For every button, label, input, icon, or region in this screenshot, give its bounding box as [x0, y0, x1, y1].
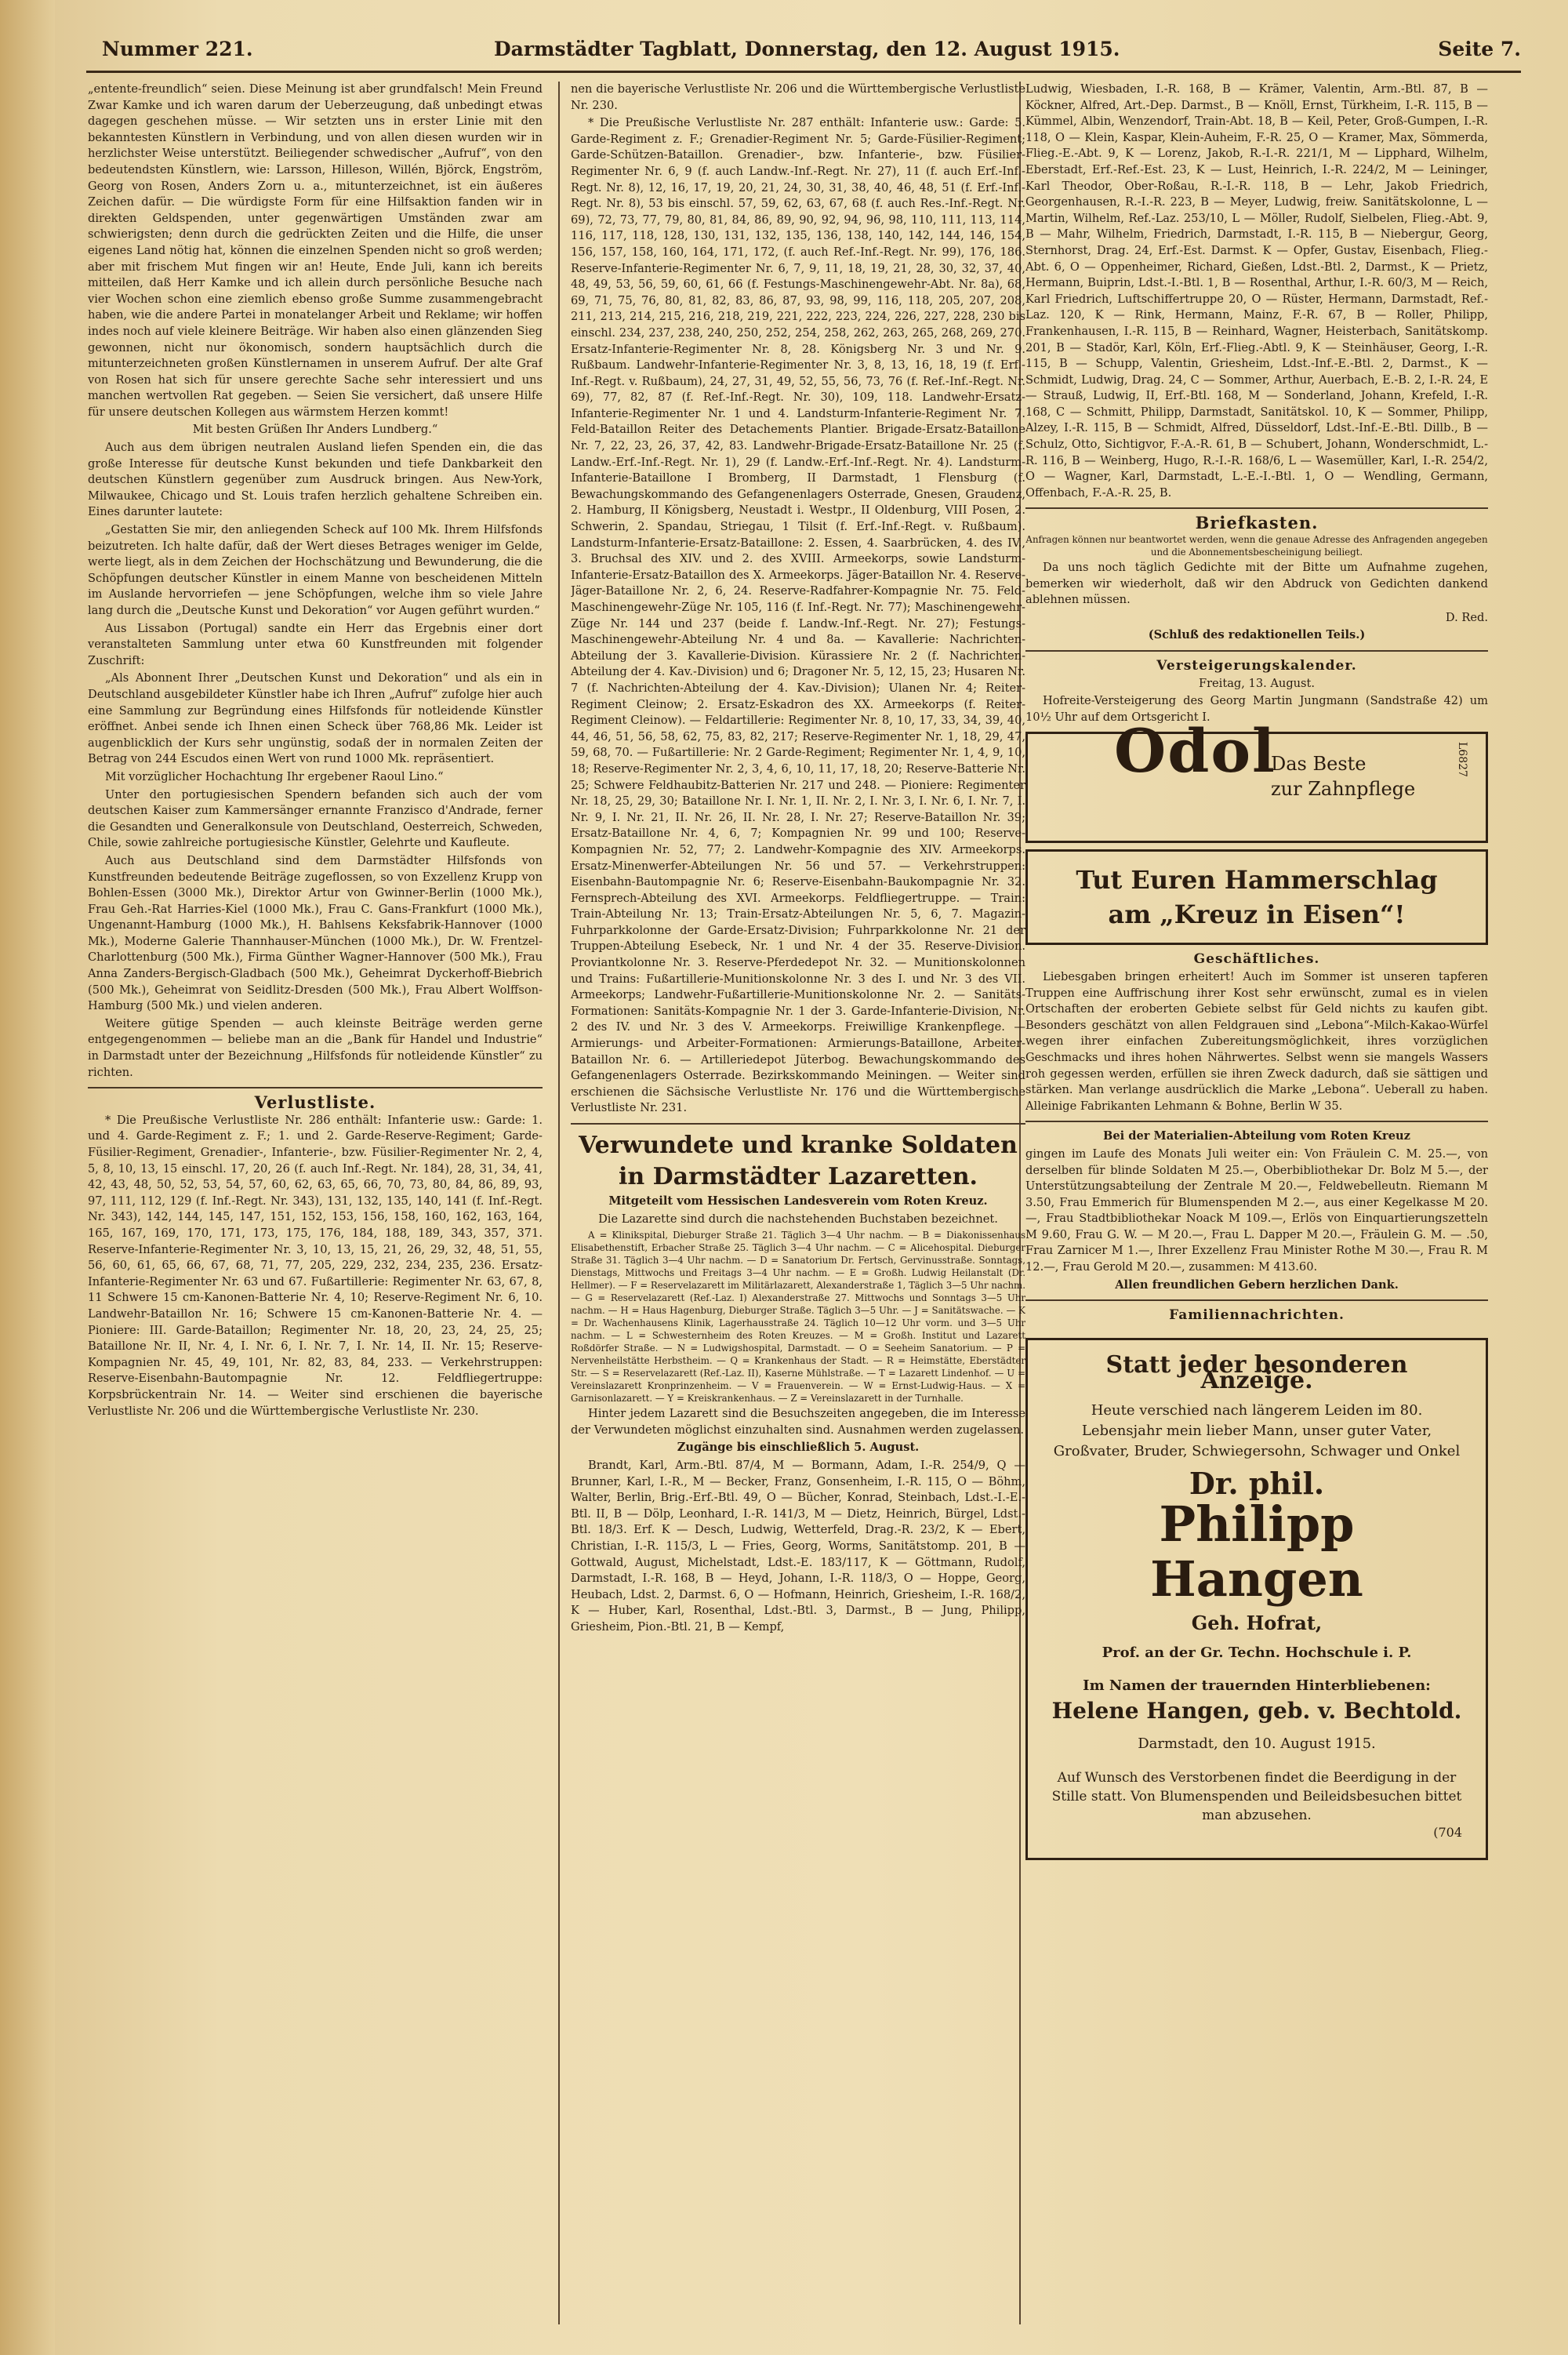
article-paragraph: Unter den portugiesischen Spendern befanden sich auch der vom deutschen Kaiser zum Kammersänger ernannte Franzisco d'Andrade, ferner die Gesandten und Generalkonsule von Deutschland, Oesterreich, Schweden, Chile, sowie zahlreiche portugiesische Künstler, Gelehrte und Kaufleute. [88, 787, 543, 850]
section-rule [1025, 507, 1488, 509]
section-rule [1025, 650, 1488, 652]
end-note: (Schluß des redaktionellen Teils.) [1148, 628, 1366, 642]
section-title: Verlustliste. [254, 1092, 376, 1113]
section-title: Familiennachrichten. [1169, 1307, 1345, 1324]
notice-note: Auf Wunsch des Verstorbenen findet die Beerdigung in der Stille statt. Von Blumenspenden und Beileidsbesuchen bittet man abzusehen. [1051, 1769, 1462, 1823]
header-rule [86, 71, 1521, 73]
article-paragraph: Auch aus Deutschland sind dem Darmstädter Hilfsfonds von Kunstfreunden bedeutende Beiträge zugeflossen, so von Exzellenz Krupp von Bohlen-Essen (3000 Mk.), Direktor Artur von Gwinner-Berlin (1000 Mk.), Frau Geh.-Rat Harries-Kiel (1000 Mk.), Frau C. Gans-Frankfurt (1000 Mk.), Ungenannt-Hamburg (1000 Mk.), H. Bahlsens Keksfabrik-Hannover (1000 Mk.), Moderne Galerie Thannhauser-München (1000 Mk.), Dr. W. Frentzel-Charlottenburg (500 Mk.), Firma Günther Wagner-Hannover (500 Mk.), Frau Anna Zanders-Bergisch-Gladbach (500 Mk.), Geheimrat Dyckerhoff-Biebrich (500 Mk.), Geheimrat von Seidlitz-Dresden (500 Mk.), Frau Albert Wolffson-Hamburg (500 Mk.) und vielen anderen. [88, 853, 543, 1013]
odol-brand: Odol [1114, 716, 1276, 787]
page-header [86, 38, 1521, 66]
section-rule [1025, 1121, 1488, 1122]
page-spine-shadow [0, 0, 55, 2355]
column-2 [571, 82, 1025, 2332]
notice-heading: Statt jeder besonderen Anzeige. [1105, 1350, 1408, 1395]
column-1 [88, 82, 543, 2332]
notice-mourners-intro: Im Namen der trauernden Hinterbliebenen: [1083, 1677, 1431, 1694]
auction-text: Hofreite-Versteigerung des Georg Martin Jungmann (Sandstraße 42) um 10½ Uhr auf dem Ortsgericht I. [1025, 694, 1488, 724]
article-paragraph: Liebesgaben bringen erheitert! Auch im Sommer ist unseren tapferen Truppen eine Auffrischung ihrer Kost sehr erwünscht, zumal es in vielen Ortschaften der eroberten Gebiete selbst für Geld nichts zu kaufen gibt. Besonders geschätzt von allen Feldgrauen sind „Lebona“-Milch-Kakao-Würfel wegen ihrer einfachen Zubereitungsmöglichkeit, ihres vorzüglichen Geschmacks und ihres hohen Nährwertes. Selbst wenn sie mangels Wassers roh gegessen werden, erfüllen sie ihren Zweck dadurch, daß sie sättigen und stärken. Man verlange ausdrücklich die Marke „Lebona“. Ueberall zu haben. Alleinige Fabrikanten Lehmann & Bohne, Berlin W 35. [1025, 969, 1488, 1113]
wounded-list: Brandt, Karl, Arm.-Btl. 87/4, M — Bormann, Adam, I.-R. 254/9, Q — Brunner, Karl, I.-R., M — Becker, Franz, Gonsenheim, I.-R. 115, O — Böhm, Walter, Berlin, Brig.-Erf.-Btl. 49, O — Bücher, Konrad, Steinbach, Ldst.-I.-E.-Btl. II, B — Dölp, Leonhard, I.-R. 141/3, M — Dietz, Heinrich, Bürgel, Ldst.-Btl. 18/3. Erf. K — Desch, Ludwig, Wetterfeld, Drag.-R. 23/2, K — Ebert, Christian, I.-R. 115/3, L — Fries, Georg, Worms, Sanitätstomp. 201, B — Gottwald, August, Michelstadt, Ldst.-E. 183/117, K — Göttmann, Rudolf, Darmstadt, I.-R. 168, B — Heyd, Johann, I.-R. 118/3, O — Hoppe, Georg, Heubach, Ldst. 2, Darmst. 6, O — Hofmann, Heinrich, Griesheim, I.-R. 168/2, K — Huber, Karl, Rosenthal, Ldst.-Btl. 3, Darmst., B — Jung, Philipp, Griesheim, Pion.-Btl. 21, B — Kempf, [571, 1458, 1025, 1634]
article-quote: „Als Abonnent Ihrer „Deutschen Kunst und Dekoration“ und als ein in Deutschland ausgebildeter Künstler habe ich Ihren „Aufruf“ zufolge hier auch eine Sammlung zur Begründung eines Hilfsfonds für notleidende Künstler eröffnet. Anbei sende ich Ihnen einen Scheck über 768,86 Mk. Leider ist augenblicklich der Kurs sehr ungünstig, sodaß der in normalen Zeiten der Betrag von 244 Escudos einen Wert von rund 1000 Mk. repräsentiert. [88, 671, 543, 766]
widow-name: Helene Hangen, geb. v. Bechtold. [1051, 1697, 1462, 1724]
section-note: Anfragen können nur beantwortet werden, wenn die genaue Adresse des Anfragenden angegeben und die Abonnementsbescheinigung beiliegt. [1025, 534, 1488, 558]
deceased-title: Geh. Hofrat, [1191, 1611, 1323, 1634]
ad-code: L6827 [1456, 742, 1468, 778]
deceased-name: Philipp Hangen [1150, 1495, 1363, 1608]
article-signature: Mit vorzüglicher Hochachtung Ihr ergebener Raoul Lino.“ [105, 769, 444, 783]
hospital-legend: A = Klinikspital, Dieburger Straße 21. Täglich 3—4 Uhr nachm. — B = Diakonissenhaus Elisabethenstift, Erbacher Straße 25. Täglich 3—4 Uhr nachm. — C = Alicehospital. Dieburger Straße 31. Täglich 3—4 Uhr nachm. — D = Sanatorium Dr. Fertsch, Gervinusstraße. Sonntags, Dienstags, Mittwochs und Freitags 3—4 Uhr nachm. — E = Großh. Ludwig Heilanstalt (Dr. Hellmer). — F = Reservelazarett im Militärlazarett, Alexanderstraße 1, Täglich 3—5 Uhr nachm. — G = Reservelazarett (Ref.-Laz. I) Alexanderstraße 27. Mittwochs und Sonntags 3—5 Uhr nachm. — H = Haus Hagenburg, Dieburger Straße. Täglich 3—5 Uhr. — J = Sanitätswache. — K = Dr. Wachenhausens Klinik, Lagerhausstraße 24. Täglich 10—12 Uhr vorm. und 3—5 Uhr nachm. — L = Schwesternheim des Roten Kreuzes. — M = Großh. Institut und Lazarett Roßdörfer Straße. — N = Ludwigshospital, Darmstadt. — O = Seeheim Sanatorium. — P = Nervenheilstätte Herbstheim. — Q = Krankenhaus der Stadt. — R = Heimstätte, Eberstädter Str. — S = Reservelazarett (Ref.-Laz. II), Kaserne Mühlstraße. — T = Lazarett Lindenhof. — U = Vereinslazarett Kronprinzenheim. — V = Frauenverein. — W = Ernst-Ludwig-Haus. — X = Garnisonlazarett. — Y = Kreiskrankenhaus. — Z = Vereinslazarett in der Turnhalle. [571, 1230, 1025, 1405]
odol-advertisement [1025, 716, 1488, 843]
article-paragraph: Da uns noch täglich Gedichte mit der Bitte um Aufnahme zugehen, bemerken wir wiederholt, daß wir den Abdruck von Gedichten dankend ablehnen müssen. [1025, 561, 1488, 607]
masthead: Darmstädter Tagblatt, Donnerstag, den 12. August 1915. [494, 38, 1120, 60]
section-title: Geschäftliches. [1193, 951, 1320, 968]
article-paragraph: Auch aus dem übrigen neutralen Ausland liefen Spenden ein, die das große Interesse für deutsche Kunst bekunden und tiefe Dankbarkeit den deutschen Künstlern gegenüber zum Ausdruck bringen. Aus New-York, Milwaukee, Chicago und St. Louis trafen herzlich gehaltene Schreiben ein. Eines darunter lautete: [88, 441, 543, 519]
article-quote: „Gestatten Sie mir, den anliegenden Scheck auf 100 Mk. Ihrem Hilfsfonds beizutreten. Ich halte dafür, daß der Wert dieses Betrages weniger im Gelde, werte liegt, als in dem Zeichen der Hochschätzung und Bewunderung, die die Schöpfungen deutscher Künstler in einem Manne von bescheidenen Mitteln im Auslande hervorriefen — jene Schöpfungen, welche ihm so viele Jahre lang durch die „Deutsche Kunst und Dekoration“ vor Augen geführt wurden.“ [88, 523, 543, 617]
article-paragraph: Aus Lissabon (Portugal) sandte ein Herr das Ergebnis einer dort veranstalteten Sammlung unter etwa 60 Kunstfreunden mit folgender Zuschrift: [88, 621, 543, 667]
article-paragraph: nen die bayerische Verlustliste Nr. 206 und die Württembergische Verlustliste Nr. 230. [571, 82, 1025, 112]
column-3 [1025, 82, 1488, 2332]
section-rule [88, 1087, 543, 1088]
section-subtitle: Die Lazarette sind durch die nachstehenden Buchstaben bezeichnet. [598, 1212, 998, 1226]
article-paragraph: Weitere gütige Spenden — auch kleinste Beiträge werden gerne entgegengenommen — beliebe man an die „Bank für Handel und Industrie“ in Darmstadt unter der Bezeichnung „Hilfsfonds für notleidende Künstler“ zu richten. [88, 1016, 543, 1079]
section-title: Verwundete und kranke Soldaten [579, 1132, 1018, 1159]
column-divider [558, 82, 560, 2324]
deceased-profession: Prof. an der Gr. Techn. Hochschule i. P. [1102, 1644, 1412, 1661]
hammer-line: am „Kreuz in Eisen“! [1108, 899, 1406, 930]
hammer-advertisement [1025, 849, 1488, 945]
ad-code: (704 [1433, 1824, 1462, 1840]
death-notice [1025, 1338, 1488, 1860]
section-rule [571, 1123, 1025, 1125]
odol-tagline-line: Das Beste [1271, 753, 1367, 776]
notice-degree: Dr. phil. [1189, 1466, 1325, 1502]
article-paragraph: „entente-freundlich“ seien. Diese Meinung ist aber grundfalsch! Mein Freund Zwar Kamke und ich waren darum der Ueberzeugung, daß unbedingt etwas dagegen geschehen müsse. — Wir setzten uns in erster Linie mit den bekanntesten Künstlern in Verbindung, und von allen diesen wurden wir in herzlichster Weise unterstützt. Beiliegender schwedischer „Aufruf“, von den bedeutendsten Künstlern, wie: Larsson, Hilleson, Willén, Björck, Engström, Georg von Rosen, Anders Zorn u. a., mitunterzeichnet, ist ein äußeres Zeichen dafür. — Die würdigste Form für eine Hilfsaktion fanden wir in direkten Geldspenden, unter gegenwärtigen Umständen zwar am schwierigsten; denn durch die gedrückten Zeiten und die Hilfe, die unser eigenes Land nötig hat, können die einzelnen Spenden nicht so groß werden; aber mit frischem Mut fingen wir an! Heute, Ende Juli, kann ich bereits mitteilen, daß Herr Kamke und ich allein durch persönliche Besuche nach vier Wochen schon eine ziemlich ebenso große Summe zusammengebracht haben, wie die andere Partei in monatelanger Arbeit und Reklame; wir hoffen indes noch auf viele kleinere Beiträge. Wir haben also einen glänzenden Sieg gewonnen, nicht nur ökonomisch, sondern hauptsächlich durch die mitunterzeichneten großen Künstlernamen in unserem Aufruf. Der alte Graf von Rosen hat sich für unsere gerechte Sache sehr interessiert und uns manchen wertvollen Rat gegeben. — Seien Sie versichert, daß unsere Hilfe für unsere deutschen Kollegen aus wärmstem Herzen kommt! [88, 82, 543, 419]
wounded-list: Ludwig, Wiesbaden, I.-R. 168, B — Krämer, Valentin, Arm.-Btl. 87, B — Köckner, Alfred, Art.-Dep. Darmst., B — Knöll, Ernst, Türkheim, I.-R. 115, B — Kümmel, Albin, Wenzendorf, Train-Abt. 18, B — Keil, Peter, Groß-Gumpen, I.-R. 118, O — Klein, Kaspar, Klein-Auheim, F.-R. 25, O — Kramer, Max, Sömmerda, Flieg.-E.-Abt. 9, K — Lorenz, Jakob, R.-I.-R. 221/1, M — Lipphard, Wilhelm, Eberstadt, Erf.-Ref.-Est. 23, K — Lust, Heinrich, I.-R. 224/2, M — Leininger, Karl Theodor, Ober-Roßau, R.-I.-R. 118, B — Lehr, Jakob Friedrich, Georgenhausen, R.-I.-R. 223, B — Meyer, Ludwig, freiw. Sanitätskolonne, L — Martin, Wilhelm, Ref.-Laz. 253/10, L — Möller, Rudolf, Sielbelen, Flieg.-Abt. 9, B — Mahr, Wilhelm, Friedrich, Darmstadt, I.-R. 115, B — Niebergur, Georg, Sternhorst, Drag. 24, Erf.-Est. Darmst. K — Opfer, Gustav, Eisenbach, Flieg.-Abt. 6, O — Oppenheimer, Richard, Gießen, Ldst.-Btl. 2, Darmst., K — Prietz, Hermann, Buiprin, Ldst.-I.-Btl. 1, B — Rosenthal, Arthur, I.-R. 60/3, M — Reich, Karl Friedrich, Luftschiffertruppe 20, O — Rüster, Hermann, Darmstadt, Ref.-Laz. 120, K — Rink, Hermann, Mainz, F.-R. 67, B — Roller, Philipp, Frankenhausen, I.-R. 115, B — Reinhard, Wagner, Heisterbach, Sanitätskomp. 201, B — Stadör, Karl, Köln, Erf.-Flieg.-Abtl. 9, K — Steinhäuser, Georg, I.-R. 115, B — Schupp, Valentin, Griesheim, Ldst.-Inf.-E.-Btl. 2, Darmst., K — Schmidt, Ludwig, Drag. 24, C — Sommer, Arthur, Auerbach, E.-B. 2, I.-R. 24, E — Strauß, Ludwig, II, Erf.-Btl. 168, M — Sonderland, Johann, Krefeld, I.-R. 168, C — Schmitt, Philipp, Darmstadt, Sanitätskol. 10, K — Sommer, Philipp, Alzey, I.-R. 115, B — Schmidt, Alfred, Düsseldorf, Ldst.-Inf.-E.-Btl. Dillb., B — Schulz, Otto, Sichtigvor, F.-A.-R. 61, B — Schubert, Johann, Wonderschmidt, L.-R. 116, B — Weinberg, Hugo, R.-I.-R. 168/6, L — Wasemüller, Karl, I.-R. 254/2, O — Wagner, Karl, Darmstadt, L.-E.-I.-Btl. 1, O — Wendling, Germann, Offenbach, F.-A.-R. 25, B. [1025, 82, 1488, 500]
section-title: Briefkasten. [1195, 513, 1319, 533]
notice-place-date: Darmstadt, den 10. August 1915. [1138, 1735, 1376, 1752]
list-heading: Zugänge bis einschließlich 5. August. [677, 1441, 920, 1455]
section-subtitle: Mitgeteilt vom Hessischen Landesverein vom Roten Kreuz. [608, 1194, 988, 1208]
article-signature: Mit besten Grüßen Ihr Anders Lundberg.“ [192, 423, 438, 437]
article-signature: D. Red. [1445, 610, 1488, 624]
odol-tagline-line: zur Zahnpflege [1271, 778, 1416, 801]
odol-tagline [1271, 751, 1415, 801]
article-paragraph: Hinter jedem Lazarett sind die Besuchszeiten angegeben, die im Interesse der Verwundeten möglichst einzuhalten sind. Ausnahmen werden zugelassen. [571, 1407, 1025, 1437]
auction-date: Freitag, 13. August. [1198, 676, 1316, 690]
donation-list: gingen im Laufe des Monats Juli weiter ein: Von Fräulein C. M. 25.—, von derselben für blinde Soldaten M 25.—, Oberbibliothekar Dr. Bolz M 5.—, der Unterstützungsabteilung der Zentrale M 20.—, Feldwebelleutn. Riemann M 3.50, Frau Emmerich für Blumenspenden M 2.—, aus einer Kegelkasse M 20.—, Frau Stadtbibliothekar Noack M 109.—, Erlös von Einquartierungszetteln M 9.60, Frau G. W. — M 20.—, Frau L. Dapper M 20.—, Fräulein G. M. — .50, Frau Zarnicer M 1.—, Ihrer Exzellenz Frau Minister Rothe M 30.—, Frau R. M 12.—, Frau Gerold M 20.—, zusammen: M 413.60. [1025, 1147, 1488, 1274]
page-number: Seite 7. [1438, 38, 1521, 60]
thanks-line: Allen freundlichen Gebern herzlichen Dank. [1115, 1277, 1399, 1292]
casualty-list: * Die Preußische Verlustliste Nr. 287 enthält: Infanterie usw.: Garde: 5. Garde-Regiment z. F.; Grenadier-Regiment Nr. 5; Garde-Füsilier-Regiment; Garde-Schützen-Bataillon. Grenadier-, bzw. Infanterie-, bzw. Füsilier-Regimenter Nr. 6, 9 (f. auch Landw.-Inf.-Regt. Nr. 27), 11 (f. auch Erf.-Inf.-Regt. Nr. 8), 12, 16, 17, 19, 20, 21, 24, 30, 31, 38, 40, 46, 48, 51 (f. Erf.-Inf.-Regt. Nr. 8), 53 bis einschl. 57, 59, 62, 63, 67, 68 (f. auch Res.-Inf.-Regt. Nr. 69), 72, 73, 77, 79, 80, 81, 84, 86, 89, 90, 92, 94, 96, 98, 110, 111, 113, 114, 116, 117, 118, 128, 130, 131, 132, 135, 136, 138, 140, 142, 144, 146, 154, 156, 157, 158, 160, 164, 171, 172, (f. auch Ref.-Inf.-Regt. Nr. 99), 176, 186. Reserve-Infanterie-Regimenter Nr. 6, 7, 9, 11, 18, 19, 21, 28, 30, 32, 37, 40, 48, 49, 53, 56, 59, 60, 61, 66 (f. Festungs-Maschinengewehr-Abt. Nr. 8a), 68, 69, 71, 75, 76, 80, 81, 82, 83, 86, 87, 93, 98, 99, 116, 118, 205, 207, 208, 211, 213, 214, 215, 216, 218, 219, 221, 222, 223, 224, 226, 227, 228, 230 bis einschl. 234, 237, 238, 240, 250, 252, 254, 258, 262, 263, 265, 268, 269, 270. Ersatz-Infanterie-Regimenter Nr. 8, 28. Königsberg Nr. 3 und Nr. 9. Rußbaum. Landwehr-Infanterie-Regimenter Nr. 3, 8, 13, 16, 18, 19 (f. Erf.-Inf.-Regt. v. Rußbaum), 24, 27, 31, 49, 52, 55, 56, 73, 76 (f. Ref.-Inf.-Regt. Nr. 69), 77, 82, 87 (f. Ref.-Inf.-Regt. Nr. 30), 109, 118. Landwehr-Ersatz-Infanterie-Regimenter Nr. 1 und 4. Landsturm-Infanterie-Regiment Nr. 7. Feld-Bataillon Reiter des Detachements Plantier. Brigade-Ersatz-Bataillone Nr. 7, 22, 23, 26, 37, 42, 83. Landwehr-Brigade-Ersatz-Bataillone Nr. 25 (f. Landw.-Erf.-Inf.-Regt. Nr. 1), 29 (f. Landw.-Erf.-Inf.-Regt. Nr. 4). Landsturm-Infanterie-Bataillone I Bromberg, II Darmstadt, 1 Flensburg (f. Bewachungskommando des Gefangenenlagers Osterrade, Gnesen, Graudenz, 2. Hamburg, II Königsberg, Neustadt i. Westpr., II Oldenburg, VIII Posen, 2. Schwerin, 2. Spandau, Striegau, 1 Tilsit (f. Erf.-Inf.-Regt. v. Rußbaum). Landsturm-Infanterie-Ersatz-Bataillone: 2. Essen, 4. Saarbrücken, 4. des IV., 3. Bruchsal des XIV. und 2. des XVIII. Armeekorps, sowie Landsturm-Infanterie-Ersatz-Bataillon des X. Armeekorps. Jäger-Bataillon Nr. 4. Reserve-Jäger-Bataillone Nr. 2, 6, 24. Reserve-Radfahrer-Kompagnie Nr. 75. Feld-Maschinengewehr-Züge Nr. 105, 116 (f. Inf.-Regt. Nr. 77); Maschinengewehr-Züge Nr. 144 und 237 (beide f. Landw.-Inf.-Regt. Nr. 27); Festungs-Maschinengewehr-Abteilung Nr. 4 und 8a. — Kavallerie: Nachrichten-Abteilung der 3. Kavallerie-Division. Kürassiere Nr. 2 (f. Nachrichten-Abteilung der 4. Kav.-Division) und 6; Dragoner Nr. 5, 12, 15, 23; Husaren Nr. 7 (f. Nachrichten-Abteilung der 4. Kav.-Division); Ulanen Nr. 4; Reiter-Regiment Cleinow; 2. Ersatz-Eskadron des XX. Armeekorps (f. Reiter-Regiment Cleinow). — Feldartillerie: Regimenter Nr. 8, 10, 17, 33, 34, 39, 40, 44, 46, 51, 56, 58, 62, 75, 83, 82, 217; Reserve-Regimenter Nr. 1, 18, 29, 47, 59, 68, 70. — Fußartillerie: Nr. 2 Garde-Regiment; Regimenter Nr. 1, 4, 9, 10, 18; Reserve-Regimenter Nr. 2, 3, 4, 6, 10, 11, 17, 18, 20; Reserve-Batterie Nr. 25; Schwere Feldhaubitz-Batterien Nr. 217 und 248. — Pioniere: Regimenter Nr. 18, 25, 29, 30; Bataillone Nr. I. Nr. 1, II. Nr. 2, I. Nr. 3, I. Nr. 6, I. Nr. 7, I. Nr. 9, I. Nr. 21, II. Nr. 26, II. Nr. 28, I. Nr. 27; Reserve-Bataillon Nr. 39; Ersatz-Bataillone Nr. 4, 6, 7; Kompagnien Nr. 99 und 100; Reserve-Kompagnien Nr. 52, 77; 2. Landwehr-Kompagnie des XIV. Armeekorps. Ersatz-Minenwerfer-Abteilungen Nr. 56 und 57. — Verkehrstruppen: Eisenbahn-Bautompagnie Nr. 6; Reserve-Eisenbahn-Baukompagnie Nr. 32. Fernsprech-Abteilung des XVI. Armeekorps. Feldfliegertruppe. — Train: Train-Abteilung Nr. 13; Train-Ersatz-Abteilungen Nr. 5, 6, 7. Magazin-Fuhrparkkolonne der Garde-Ersatz-Division; Fuhrparkkolonne Nr. 21 der Truppen-Abteilung Esebeck, Nr. 1 und Nr. 4 der 35. Reserve-Division. Proviantkolonne Nr. 3. Reserve-Pferdedepot Nr. 32. — Munitionskolonnen und Trains: Fußartillerie-Munitionskolonne Nr. 3 des I. und Nr. 3 des VII. Armeekorps; Landwehr-Fußartillerie-Munitionskolonne Nr. 2. — Sanitäts-Formationen: Sanitäts-Kompagnie Nr. 1 der 3. Garde-Infanterie-Division, Nr. 2 des IV. und Nr. 3 des V. Armeekorps. Freiwillige Krankenpflege. — Armierungs- und Arbeiter-Formationen: Armierungs-Bataillone, Arbeiter-Bataillon Nr. 6. — Artilleriedepot Jüterbog. Bewachungskommando des Gefangenenlagers Osterrade. Bezirkskommando Meiningen. — Weiter sind erschienen die Sächsische Verlustliste Nr. 176 und die Württembergische Verlustliste Nr. 231. [571, 116, 1025, 1115]
notice-body: Heute verschied nach längerem Leiden im 80. Lebensjahr mein lieber Mann, unser guter Vater, Großvater, Bruder, Schwiegersohn, Schwager und Onkel [1053, 1402, 1461, 1460]
issue-number: Nummer 221. [102, 38, 253, 60]
hammer-line: Tut Euren Hammerschlag [1076, 865, 1438, 896]
section-title: Versteigerungskalender. [1156, 658, 1357, 674]
section-title: Bei der Materialien-Abteilung vom Roten Kreuz [1103, 1129, 1410, 1143]
casualty-list: * Die Preußische Verlustliste Nr. 286 enthält: Infanterie usw.: Garde: 1. und 4. Garde-Regiment z. F.; 1. und 2. Garde-Reserve-Regiment; Garde-Füsilier-Regiment, Grenadier-, Infanterie-, bzw. Füsilier-Regimenter Nr. 2, 4, 5, 8, 10, 13, 15 einschl. 17, 20, 26 (f. auch Inf.-Regt. Nr. 184), 28, 31, 34, 41, 42, 43, 48, 50, 52, 53, 54, 57, 60, 62, 63, 65, 66, 70, 73, 80, 84, 86, 89, 93, 97, 111, 112, 129 (f. Inf.-Regt. Nr. 343), 131, 132, 135, 140, 141 (f. Inf.-Regt. Nr. 343), 142, 144, 145, 147, 151, 152, 153, 156, 158, 160, 162, 163, 164, 165, 167, 169, 170, 171, 173, 175, 176, 184, 188, 189, 343, 357, 371. Reserve-Infanterie-Regimenter Nr. 3, 10, 13, 15, 21, 26, 29, 32, 48, 51, 55, 56, 60, 61, 65, 66, 67, 68, 71, 77, 205, 229, 232, 234, 235, 236. Ersatz-Infanterie-Regimenter Nr. 63 und 67. Fußartillerie: Regimenter Nr. 63, 67, 8, 11 Schwere 15 cm-Kanonen-Batterie Nr. 4, 10; Reserve-Regiment Nr. 6, 10. Landwehr-Bataillon Nr. 16; Schwere 15 cm-Kanonen-Batterie Nr. 4. — Pioniere: III. Garde-Bataillon; Regimenter Nr. 18, 20, 23, 24, 25, 25; Bataillone Nr. II, Nr. 4, I. Nr. 6, I. Nr. 7, I. Nr. 14, II. Nr. 15; Reserve-Kompagnien Nr. 45, 49, 101, Nr. 82, 83, 84, 233. — Verkehrstruppen: Reserve-Eisenbahn-Bautompagnie Nr. 12. Feldfliegertruppe: Korpsbrückentrain Nr. 14. — Weiter sind erschienen die bayerische Verlustliste Nr. 206 und die Württembergische Verlustliste Nr. 230. [88, 1113, 543, 1418]
section-rule [1025, 1299, 1488, 1301]
section-title: in Darmstädter Lazaretten. [619, 1163, 978, 1190]
